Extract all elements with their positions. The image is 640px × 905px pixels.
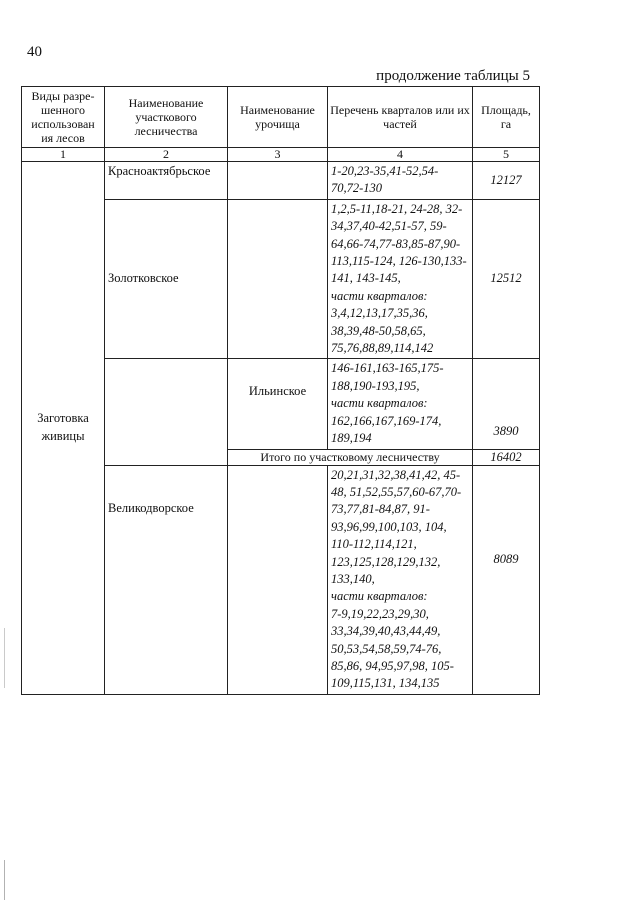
- partial-quarters-text: 7-9,19,22,23,29,30, 33,34,39,40,43,44,49, 50,53,54,58,59,74-76, 85,86, 94,95,97,98, 105-109,115,131, 134,135: [331, 606, 454, 691]
- area-value: 8089: [473, 465, 540, 694]
- column-number: 3: [228, 148, 328, 162]
- full-quarters-text: 146-161,163-165,175-188,190-193,195,: [331, 361, 444, 393]
- scan-edge-mark: [4, 860, 5, 900]
- page-number: 40: [27, 44, 42, 60]
- forestry-name: [105, 359, 228, 465]
- header-tract: Наименование урочища: [228, 87, 328, 148]
- subtotal-label: Итого по участковому лесничеству: [228, 449, 473, 465]
- quarters-list: [328, 199, 473, 359]
- forestry-name: Великодворское: [105, 465, 228, 694]
- column-number: 4: [328, 148, 473, 162]
- partial-quarters-text: 162,166,167,169-174, 189,194: [331, 413, 442, 446]
- header-area: Площадь, га: [473, 87, 540, 148]
- table-header-row: [22, 87, 540, 148]
- tract-name: [228, 162, 328, 200]
- parts-label: части кварталов:: [331, 589, 428, 604]
- tract-name: Ильинское: [228, 359, 328, 449]
- forestry-name: Золотковское: [105, 199, 228, 359]
- header-forestry: Наименование участкового лесничества: [105, 87, 228, 148]
- full-quarters-text: 1,2,5-11,18-21, 24-28, 32-34,37,40-42,51-57, 59-64,66-74,77-83,85-87,90-113,115-124, 126-130,133-141, 143-145,: [331, 201, 467, 286]
- column-number: 5: [473, 148, 540, 162]
- scan-edge-mark: [4, 628, 5, 688]
- header-quarters: Перечень кварталов или их частей: [328, 87, 473, 148]
- parts-label: части кварталов:: [331, 396, 428, 411]
- forest-use-table: [21, 86, 540, 695]
- column-number: 2: [105, 148, 228, 162]
- usage-type-cell: Заготовка живицы: [22, 162, 105, 695]
- column-number: 1: [22, 148, 105, 162]
- table-row: [22, 162, 540, 200]
- column-number-row: [22, 148, 540, 162]
- tract-name: [228, 199, 328, 359]
- quarters-list: [328, 465, 473, 694]
- forestry-name: Красноактябрьское: [105, 162, 228, 200]
- subtotal-area: 16402: [473, 449, 540, 465]
- full-quarters-text: 20,21,31,32,38,41,42, 45-48, 51,52,55,57,60-67,70-73,77,81-84,87, 91-93,96,99,100,103, 104, 110-112,114,121, 123,125,128,129,132, 133,140,: [331, 467, 462, 586]
- quarters-list: 1-20,23-35,41-52,54-70,72-130: [328, 162, 473, 200]
- area-value: 12512: [473, 199, 540, 359]
- tract-name: [228, 465, 328, 694]
- area-value: 12127: [473, 162, 540, 200]
- parts-label: части кварталов:: [331, 288, 428, 303]
- header-usage-type: Виды разре-шенного использован ия лесов: [22, 87, 105, 148]
- area-value: 3890: [473, 359, 540, 449]
- partial-quarters-text: 3,4,12,13,17,35,36, 38,39,48-50,58,65, 75,76,88,89,114,142: [331, 306, 434, 356]
- quarters-list: [328, 359, 473, 449]
- table-continuation-caption: продолжение таблицы 5: [376, 68, 530, 84]
